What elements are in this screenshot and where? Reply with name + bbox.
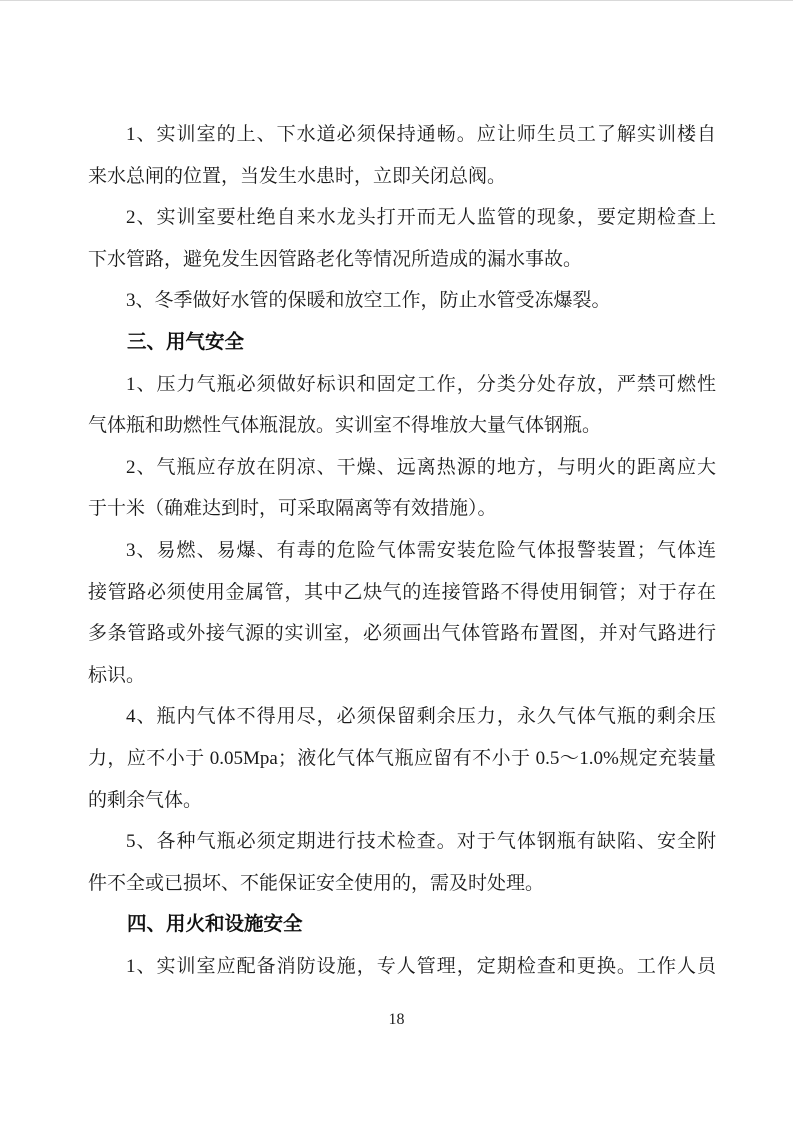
text-line: 5、各种气瓶必须定期进行技术检查。对于气体钢瓶有缺陷、安全附	[126, 831, 716, 853]
heading-text: 三、用气安全	[127, 330, 245, 353]
text-line: 的剩余气体。	[88, 789, 203, 811]
text-line: 件不全或已损坏、不能保证安全使用的，需及时处理。	[88, 872, 545, 894]
section-heading-gas-safety	[88, 322, 716, 364]
page-number: 18	[388, 1011, 405, 1028]
text-line: 多条管路或外接气源的实训室，必须画出气体管路布置图，并对气路进行	[88, 623, 716, 645]
text-line: 力，应不小于 0.05Mpa；液化气体气瓶应留有不小于 0.5～1.0%规定充装量	[88, 747, 716, 769]
text-line: 来水总闸的位置，当发生水患时，立即关闭总阀。	[88, 165, 507, 187]
text-line: 3、易燃、易爆、有毒的危险气体需安装危险气体报警装置；气体连	[126, 539, 716, 561]
text-line: 3、冬季做好水管的保暖和放空工作，防止水管受冻爆裂。	[126, 290, 611, 312]
text-line: 标识。	[88, 664, 146, 686]
document-page	[88, 114, 716, 987]
text-line: 于十米（确难达到时，可采取隔离等有效措施）。	[88, 498, 497, 520]
text-line: 2、气瓶应存放在阴凉、干燥、远离热源的地方，与明火的距离应大	[126, 456, 716, 478]
paragraph	[88, 197, 716, 280]
paragraph	[88, 696, 716, 821]
text-line: 4、瓶内气体不得用尽，必须保留剩余压力，永久气体气瓶的剩余压	[126, 706, 716, 728]
page-top-edge	[0, 0, 793, 1]
heading-text: 四、用火和设施安全	[127, 913, 303, 936]
text-line: 接管路必须使用金属管，其中乙炔气的连接管路不得使用铜管；对于存在	[88, 581, 716, 603]
paragraph	[88, 946, 716, 988]
text-line: 1、压力气瓶必须做好标识和固定工作，分类分处存放，严禁可燃性	[126, 373, 716, 395]
section-heading-fire-facility-safety	[88, 904, 716, 946]
paragraph	[88, 821, 716, 904]
text-line: 气体瓶和助燃性气体瓶混放。实训室不得堆放大量气体钢瓶。	[88, 415, 602, 437]
paragraph	[88, 530, 716, 696]
text-line: 2、实训室要杜绝自来水龙头打开而无人监管的现象，要定期检查上	[126, 207, 716, 229]
paragraph	[88, 447, 716, 530]
text-line: 1、实训室的上、下水道必须保持通畅。应让师生员工了解实训楼自	[126, 124, 716, 145]
text-line: 1、实训室应配备消防设施，专人管理，定期检查和更换。工作人员	[126, 955, 716, 977]
text-line: 下水管路，避免发生因管路老化等情况所造成的漏水事故。	[88, 248, 583, 270]
paragraph	[88, 364, 716, 447]
paragraph	[88, 280, 716, 322]
paragraph	[88, 114, 716, 197]
